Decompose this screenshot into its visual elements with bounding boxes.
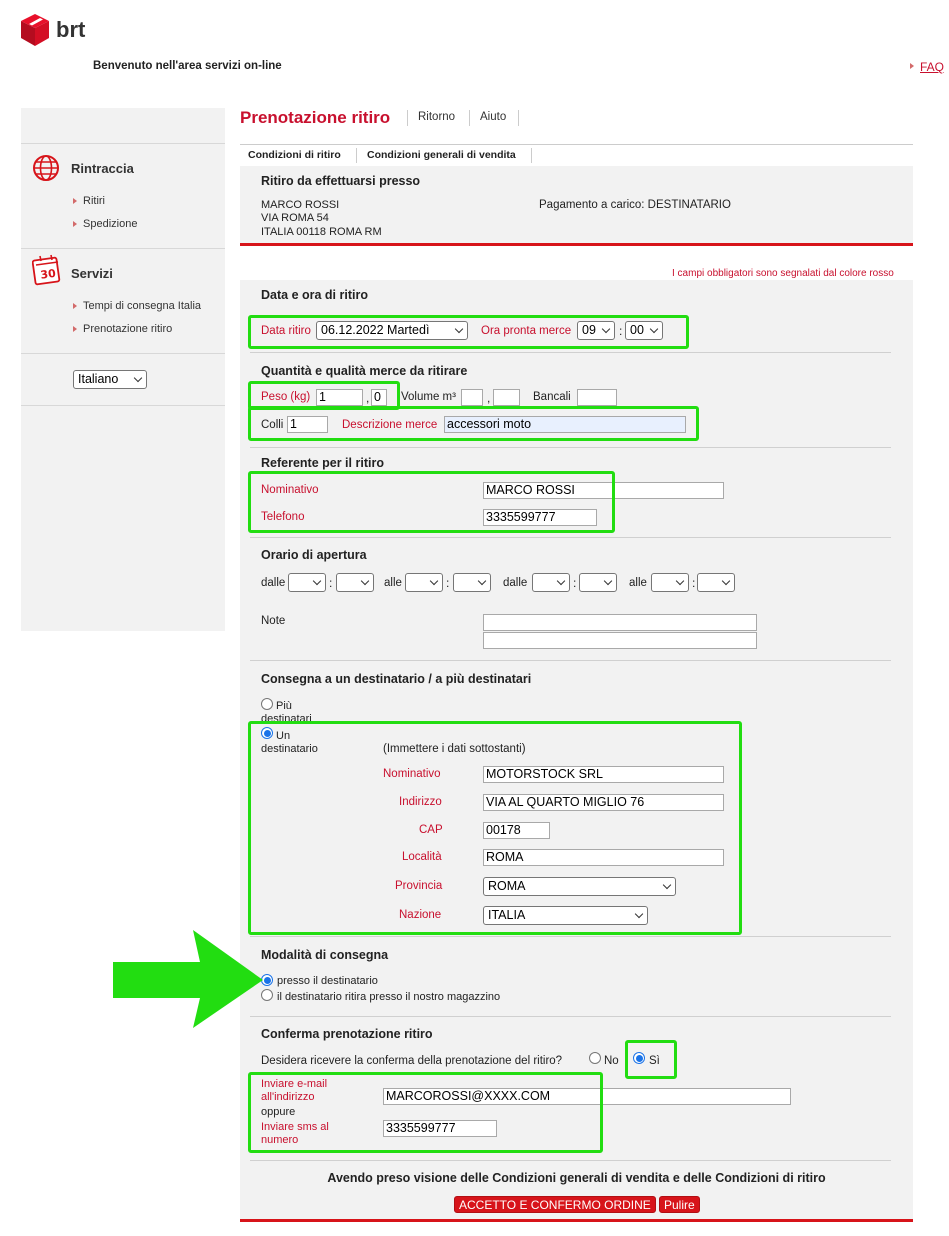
hours-to-hour-1[interactable] [405, 573, 443, 592]
weight-label: Peso (kg) [261, 391, 311, 403]
hours-from-min-2[interactable] [579, 573, 617, 592]
recipient-heading: Consegna a un destinatario / a più destinatari [261, 672, 532, 686]
sidebar-item-prenotazione-ritiro[interactable]: Prenotazione ritiro [73, 323, 172, 335]
sidebar-section-servizi: Servizi [71, 266, 113, 281]
volume-int-input[interactable] [461, 389, 483, 406]
recipient-province-label: Provincia [395, 880, 443, 892]
welcome-text: Benvenuto nell'area servizi on-line [93, 60, 282, 72]
highlight-recipient [248, 721, 742, 935]
pickup-place-panel [240, 166, 913, 246]
recipient-country-select[interactable]: ITALIA [483, 906, 648, 925]
hours-to-min-1[interactable] [453, 573, 491, 592]
volume-label: Volume m³ [401, 391, 456, 403]
highlight-confirm-yes [625, 1040, 677, 1079]
recipient-name-input[interactable]: MOTORSTOCK SRL [483, 766, 724, 783]
date-label: Data ritiro [261, 325, 311, 337]
brt-cube-icon [20, 13, 50, 47]
bullet-icon [73, 221, 77, 227]
minute-select[interactable]: 00 [625, 321, 663, 340]
recipient-address-input[interactable]: VIA AL QUARTO MIGLIO 76 [483, 794, 724, 811]
hours-to-hour-2[interactable] [651, 573, 689, 592]
tab-condizioni-ritiro[interactable]: Condizioni di ritiro [248, 149, 341, 161]
recipient-province-select[interactable]: ROMA [483, 877, 676, 896]
recipient-name-label: Nominativo [383, 768, 441, 780]
link-aiuto[interactable]: Aiuto [480, 111, 507, 123]
contact-phone-label: Telefono [261, 511, 305, 523]
pickup-heading: Ritiro da effettuarsi presso [261, 174, 421, 188]
highlight-description [248, 406, 699, 441]
recipient-cap-label: CAP [419, 824, 443, 836]
sidebar [21, 108, 225, 631]
chevron-down-icon [557, 577, 565, 585]
confirmation-question: Desidera ricevere la conferma della prenotazione del ritiro? [261, 1055, 563, 1067]
hours-from-hour-1[interactable] [288, 573, 326, 592]
language-select[interactable]: Italiano [73, 370, 147, 389]
brand-name: brt [56, 17, 86, 42]
chevron-down-icon [722, 577, 730, 585]
clear-button[interactable]: Pulire [659, 1196, 700, 1213]
weight-dec-input[interactable]: 0 [371, 389, 387, 406]
brt-logo[interactable] [20, 13, 110, 47]
faq-bullet-icon [910, 63, 914, 69]
agreement-text: Avendo preso visione delle Condizioni generali di vendita e delle Condizioni di ritiro [327, 1171, 826, 1185]
tab-condizioni-vendita[interactable]: Condizioni generali di vendita [367, 149, 516, 161]
highlight-datetime [248, 315, 689, 349]
hours-from-hour-2[interactable] [532, 573, 570, 592]
sidebar-item-tempi-consegna[interactable]: Tempi di consegna Italia [73, 300, 201, 312]
note-label: Note [261, 615, 286, 627]
radio-confirm-no[interactable] [589, 1052, 601, 1064]
sidebar-section-rintraccia: Rintraccia [71, 161, 134, 176]
pallets-label: Bancali [533, 391, 571, 403]
chevron-down-icon [313, 577, 321, 585]
faq-link[interactable]: FAQ [910, 60, 944, 74]
chevron-down-icon [134, 374, 142, 382]
recipient-city-label: Località [402, 851, 442, 863]
weight-int-input[interactable]: 1 [316, 389, 363, 406]
pickup-line-1: MARCO ROSSI [261, 199, 340, 211]
desc-label: Descrizione merce [342, 419, 438, 431]
highlight-contact-fields [248, 1072, 603, 1153]
recipient-country-label: Nazione [399, 909, 442, 921]
chevron-down-icon [478, 577, 486, 585]
chevron-down-icon [676, 577, 684, 585]
contact-heading: Referente per il ritiro [261, 456, 384, 470]
goods-heading: Quantità e qualità merce da ritirare [261, 364, 468, 378]
recipient-instruction: (Immettere i dati sottostanti) [383, 743, 526, 755]
recipient-cap-input[interactable]: 00178 [483, 822, 550, 839]
contact-name-input[interactable]: MARCO ROSSI [483, 482, 724, 499]
link-ritorno[interactable]: Ritorno [418, 111, 456, 123]
hours-from-min-1[interactable] [336, 573, 374, 592]
sidebar-item-spedizione[interactable]: Spedizione [73, 218, 137, 230]
recipient-city-input[interactable]: ROMA [483, 849, 724, 866]
required-note: I campi obbligatori sono segnalati dal colore rosso [672, 268, 894, 279]
booking-form: Data e ora di ritiro Data ritiro 06.12.2022 Martedì Ora pronta merce 09 : 00 Quantità e qualità merce da ritirare Peso (kg) 1 , 0 Volume m³ , Bancali Colli 1 Descrizione merce accessori moto Referente per il ritiro Nominativo MARCO ROSSI Telefono 3335599777 Orario di apertura dalle : alle : dalle : alle : Note Consegna a un destinatario / a più destinatari Più destinatari Un destinatario (Immettere i dati sottostanti) Nominativo MOTORSTOCK SRL Indirizzo VIA AL QUARTO MIGLIO 76 CAP 00178 Località ROMA Provincia ROMA Nazione ITALIA Modalità di consegna presso il destinatario il destinatario ritira presso il nostro magazzino Conferma prenotazione ritiro Desidera ricevere la conferma della prenotazione del ritiro? No Sì Inviare e-mail all'indirizzo oppure Inviare sms al numero MARCOROSSI@XXXX.COM 3335599777 Avendo preso visione delle Condizioni generali di vendita e delle Condizioni di ritiro ACCETTO E CONFERMO ORDINE Pulire [240, 280, 913, 1222]
contact-phone-input[interactable]: 3335599777 [483, 509, 597, 526]
confirm-order-button[interactable]: ACCETTO E CONFERMO ORDINE [454, 1196, 656, 1213]
pickup-line-3: ITALIA 00118 ROMA RM [261, 226, 382, 238]
chevron-down-icon [430, 577, 438, 585]
note-input-1[interactable] [483, 614, 757, 631]
bullet-icon [73, 326, 77, 332]
page-title: Prenotazione ritiro [240, 108, 391, 127]
hour-select[interactable]: 09 [577, 321, 615, 340]
desc-input[interactable]: accessori moto [444, 416, 686, 433]
sidebar-item-ritiri[interactable]: Ritiri [73, 195, 105, 207]
green-arrow-icon [105, 918, 265, 1028]
time-label: Ora pronta merce [481, 325, 572, 337]
contact-name-label: Nominativo [261, 484, 319, 496]
bullet-icon [73, 198, 77, 204]
date-select[interactable]: 06.12.2022 Martedì [316, 321, 468, 340]
highlight-contact [248, 471, 615, 533]
packages-input[interactable]: 1 [287, 416, 328, 433]
volume-dec-input[interactable] [493, 389, 520, 406]
globe-icon [32, 154, 60, 182]
payment-info: Pagamento a carico: DESTINATARIO [539, 199, 731, 211]
hours-heading: Orario di apertura [261, 548, 367, 562]
datetime-heading: Data e ora di ritiro [261, 288, 368, 302]
confirmation-sms-input[interactable]: 3335599777 [383, 1120, 497, 1137]
recipient-address-label: Indirizzo [399, 796, 442, 808]
calendar-icon [32, 254, 62, 286]
radio-multi-recipients[interactable] [261, 698, 273, 710]
packages-label: Colli [261, 419, 284, 431]
pallets-input[interactable] [577, 389, 617, 406]
chevron-down-icon [361, 577, 369, 585]
bullet-icon [73, 303, 77, 309]
chevron-down-icon [604, 577, 612, 585]
hours-to-min-2[interactable] [697, 573, 735, 592]
delivery-heading: Modalità di consegna [261, 948, 389, 962]
calendar-day: 30 [39, 266, 57, 282]
note-input-2[interactable] [483, 632, 757, 649]
confirmation-heading: Conferma prenotazione ritiro [261, 1027, 433, 1041]
confirmation-email-input[interactable]: MARCOROSSI@XXXX.COM [383, 1088, 791, 1105]
pickup-line-2: VIA ROMA 54 [261, 212, 329, 224]
